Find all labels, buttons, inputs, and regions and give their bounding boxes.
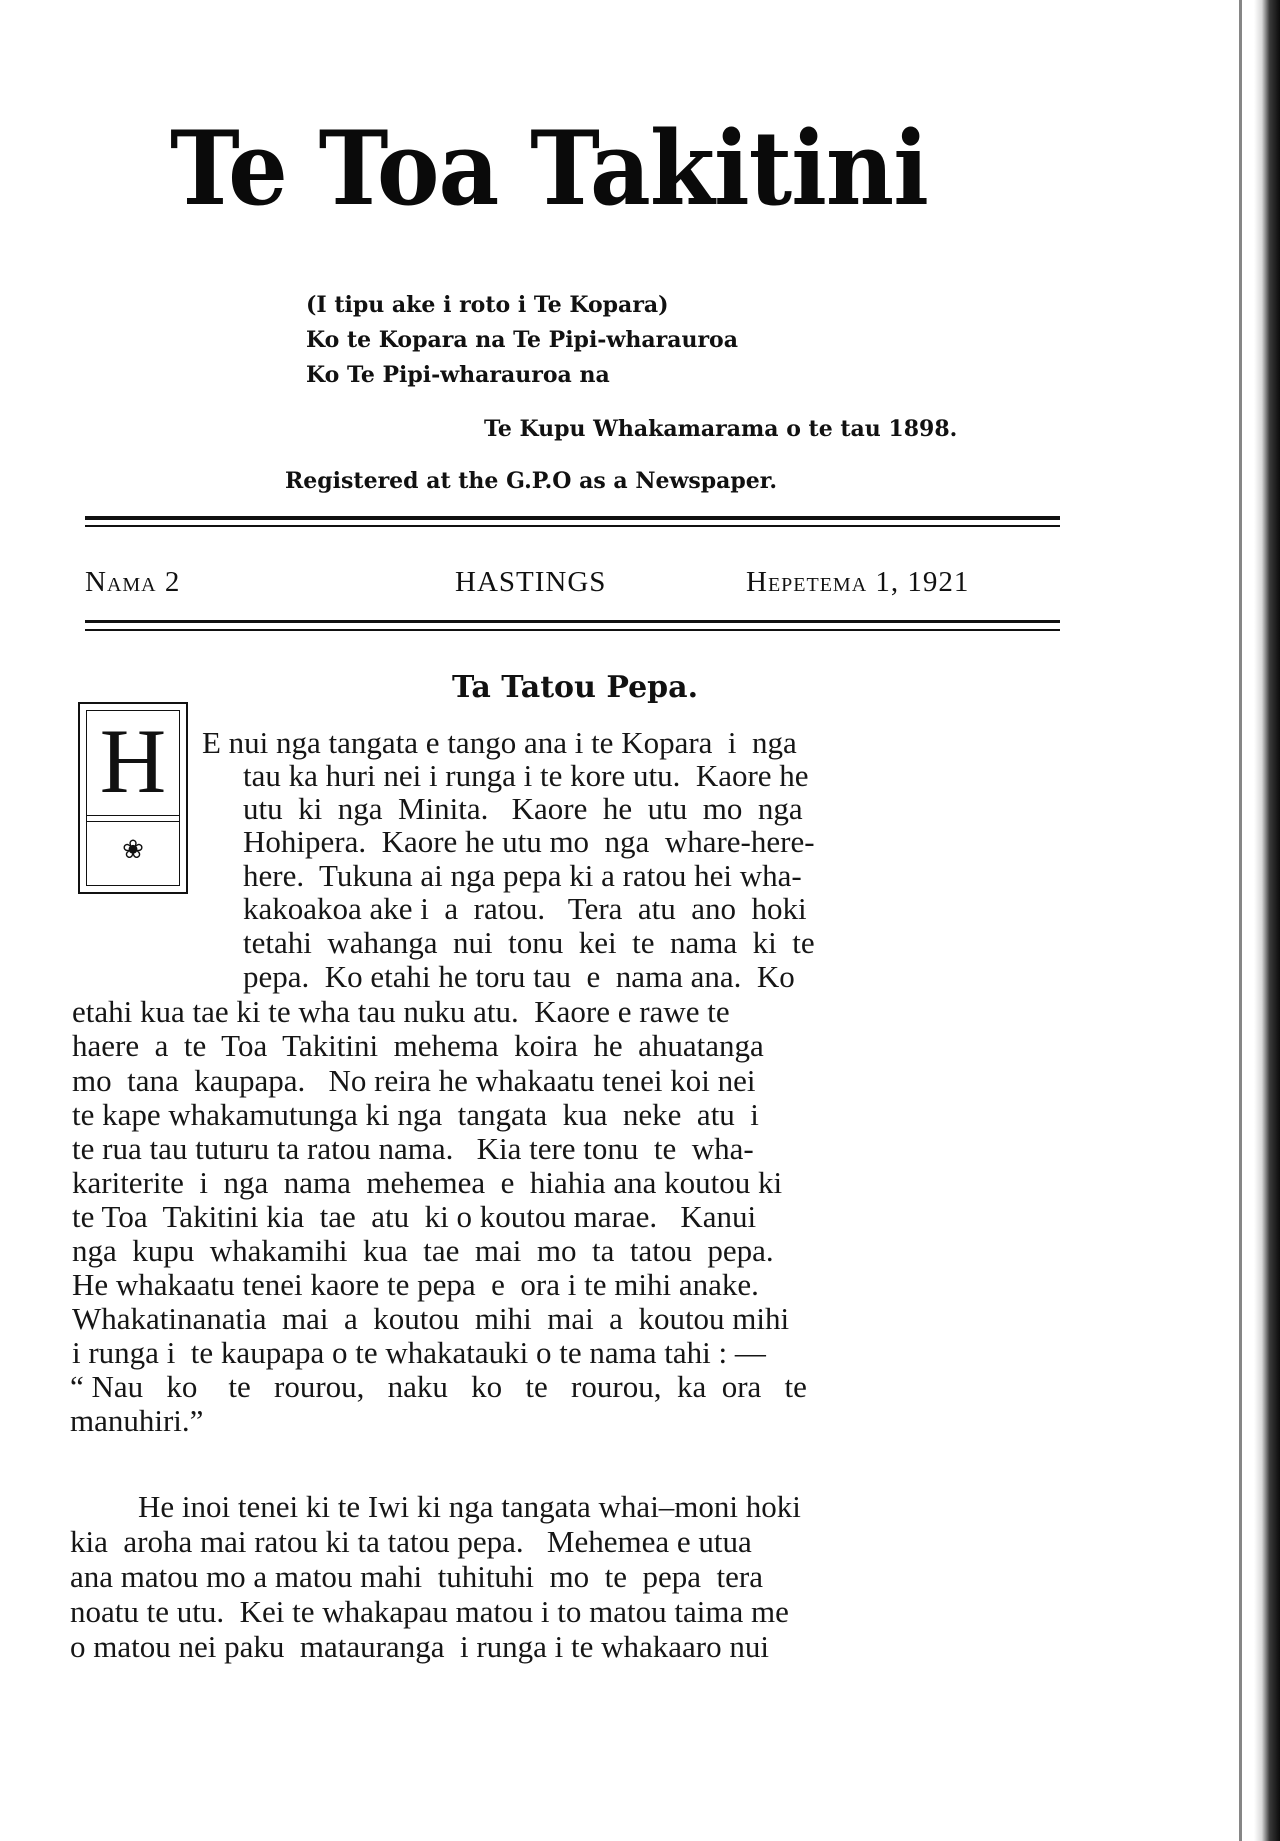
paragraph-line: etahi kua tae ki te wha tau nuku atu. Kaore e rawe te (72, 994, 730, 1029)
paragraph-line: He whakaatu tenei kaore te pepa e ora i te mihi anake. (72, 1267, 759, 1302)
paragraph-line: tetahi wahanga nui tonu kei te nama ki te (243, 925, 815, 960)
paragraph-line: te rua tau tuturu ta ratou nama. Kia tere tonu te wha- (72, 1131, 754, 1166)
masthead-subtitle-line-4: Te Kupu Whakamarama o te tau 1898. (484, 416, 958, 442)
paragraph-line: te Toa Takitini kia tae atu ki o koutou marae. Kanui (72, 1199, 757, 1234)
masthead-subtitle-line-3: Ko Te Pipi-wharauroa na (306, 362, 610, 388)
paragraph-line: noatu te utu. Kei te whakapau matou i to matou taima me (70, 1594, 789, 1629)
paragraph-line: Whakatinanatia mai a koutou mihi mai a koutou mihi (72, 1301, 790, 1336)
header-rule-top-thick (85, 516, 1060, 520)
issue-place: HASTINGS (455, 566, 607, 598)
issue-number: Nama 2 (85, 566, 181, 598)
issue-date: Hepetema 1, 1921 (746, 566, 970, 598)
paragraph-line: o matou nei paku matauranga i runga i te whakaaro nui (70, 1629, 769, 1664)
drop-cap-inner-frame (86, 710, 180, 886)
newspaper-masthead: Te Toa Takitini (170, 109, 928, 229)
flower-ornament-icon: ❀ (122, 835, 144, 864)
paragraph-line: kia aroha mai ratou ki ta tatou pepa. Mehemea e utua (70, 1524, 752, 1559)
paragraph-line: kariterite i nga nama mehemea e hiahia ana koutou ki (72, 1165, 783, 1200)
paragraph-line: i runga i te kaupapa o te whakatauki o te nama tahi : — (72, 1335, 766, 1370)
paragraph-line: utu ki nga Minita. Kaore he utu mo nga (243, 791, 803, 826)
drop-cap-letter: H (99, 710, 167, 812)
page-edge-shadow (1254, 0, 1280, 1841)
paragraph-line: He inoi tenei ki te Iwi ki nga tangata whai–moni hoki (138, 1489, 801, 1524)
paragraph-line: te kape whakamutunga ki nga tangata kua neke atu i (72, 1097, 759, 1132)
paragraph-line: haere a te Toa Takitini mehema koira he ahuatanga (72, 1028, 764, 1063)
paragraph-line: nga kupu whakamihi kua tae mai mo ta tatou pepa. (72, 1233, 774, 1268)
drop-cap-box (78, 702, 188, 894)
paragraph-line: tau ka huri nei i runga i te kore utu. Kaore he (243, 758, 809, 793)
masthead-subtitle-line-1: (I tipu ake i roto i Te Kopara) (306, 292, 669, 318)
header-rule-bottom-thin (85, 629, 1060, 631)
registration-notice: Registered at the G.P.O as a Newspaper. (285, 468, 778, 494)
paragraph-line: manuhiri.” (70, 1403, 204, 1438)
page-edge-line (1239, 0, 1242, 1841)
masthead-subtitle-line-2: Ko te Kopara na Te Pipi-wharauroa (306, 327, 738, 353)
header-rule-bottom-thick (85, 620, 1060, 623)
paragraph-line: “ Nau ko te rourou, naku ko te rourou, ka ora te (70, 1369, 807, 1404)
paragraph-line: E nui nga tangata e tango ana i te Kopara i nga (202, 725, 797, 760)
paragraph-line: here. Tukuna ai nga pepa ki a ratou hei wha- (243, 858, 802, 893)
paragraph-line: kakoakoa ake i a ratou. Tera atu ano hoki (243, 891, 807, 926)
drop-cap-divider (87, 815, 179, 822)
paragraph-line: pepa. Ko etahi he toru tau e nama ana. Ko (243, 959, 795, 994)
header-rule-top-thin (85, 525, 1060, 527)
article-title: Ta Tatou Pepa. (451, 670, 699, 705)
paragraph-line: Hohipera. Kaore he utu mo nga whare-here- (243, 824, 815, 859)
paragraph-line: mo tana kaupapa. No reira he whakaatu tenei koi nei (72, 1063, 756, 1098)
paragraph-line: ana matou mo a matou mahi tuhituhi mo te pepa tera (70, 1559, 764, 1594)
